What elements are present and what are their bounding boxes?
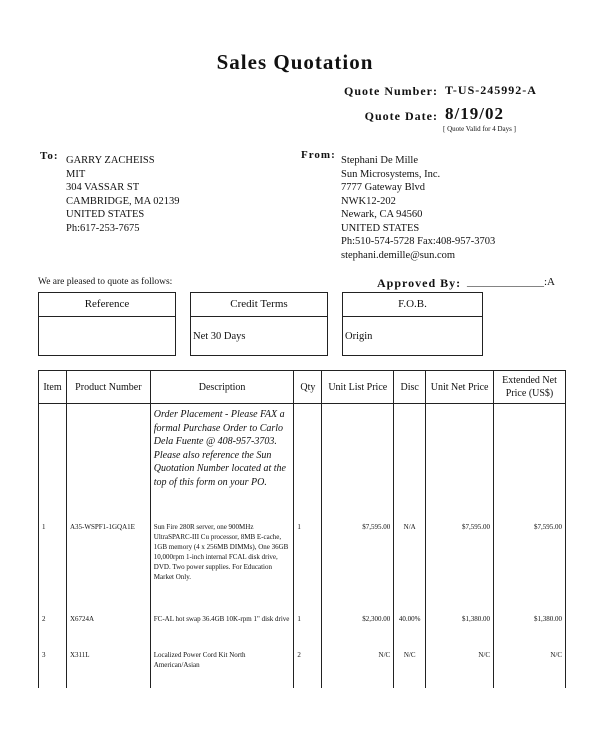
intro-text: We are pleased to quote as follows: bbox=[38, 277, 173, 287]
to-address bbox=[66, 154, 179, 235]
from-line: 7777 Gateway Blvd bbox=[341, 182, 425, 193]
quote-date: 8/19/02 bbox=[445, 104, 504, 123]
to-line: 304 VASSAR ST bbox=[66, 182, 140, 193]
row-product-number: A35-WSPF1-1GQA1E bbox=[66, 522, 150, 614]
row-unit-net-price: $1,380.00 bbox=[426, 614, 494, 650]
quote-number: T-US-245992-A bbox=[445, 83, 537, 97]
row-item: 1 bbox=[39, 522, 67, 614]
from-line: NWK12-202 bbox=[341, 195, 396, 207]
row-extended-net-price: N/C bbox=[494, 650, 566, 680]
quote-validity-note: [ Quote Valid for 4 Days ] bbox=[443, 125, 516, 133]
row-description: Sun Fire 280R server, one 900MHz UltraSPARC-III Cu processor, 8MB E-cache, 1GB memory (4 x 256MB DIMMs), One 36GB 10,000rpm 1-inch internal FCAL disk drive, DVD. Two power supplies. For Education Market Only. bbox=[150, 522, 294, 614]
row-description: FC-AL hot swap 36.4GB 10K-rpm 1" disk drive bbox=[150, 614, 294, 650]
row-disc: N/A bbox=[394, 522, 426, 614]
row-disc: N/C bbox=[394, 650, 426, 680]
row-extended-net-price: $1,380.00 bbox=[494, 614, 566, 650]
row-unit-net-price: N/C bbox=[426, 650, 494, 680]
fob-box bbox=[342, 292, 483, 356]
to-line: Ph:617-253-7675 bbox=[66, 222, 140, 234]
reference-box bbox=[38, 292, 176, 356]
from-address bbox=[341, 154, 495, 262]
from-line: Ph:510-574-5728 Fax:408-957-3703 bbox=[341, 236, 496, 247]
to-line: GARRY ZACHEISS bbox=[66, 155, 155, 166]
from-line: Stephani De Mille bbox=[341, 155, 418, 166]
credit-terms-value: Net 30 Days bbox=[193, 331, 246, 342]
to-line: MIT bbox=[66, 168, 86, 180]
table-row bbox=[39, 614, 566, 650]
credit-terms-box bbox=[190, 292, 328, 356]
to-label: To: bbox=[40, 150, 59, 162]
credit-terms-header: Credit Terms bbox=[191, 293, 327, 317]
row-unit-net-price: $7,595.00 bbox=[426, 522, 494, 614]
approved-by-label: Approved By: bbox=[377, 276, 462, 290]
row-product-number: X311L bbox=[66, 650, 150, 680]
col-unit-list-price: Unit List Price bbox=[322, 371, 394, 404]
row-item: 2 bbox=[39, 614, 67, 650]
from-line: UNITED STATES bbox=[341, 222, 420, 234]
document-title: Sales Quotation bbox=[216, 50, 374, 74]
table-header-row bbox=[39, 371, 566, 404]
quote-number-label: Quote Number: bbox=[344, 84, 438, 98]
quote-date-label: Quote Date: bbox=[364, 109, 438, 123]
col-qty: Qty bbox=[294, 371, 322, 404]
from-label: From: bbox=[301, 149, 336, 161]
fob-value: Origin bbox=[345, 331, 373, 342]
row-qty: 1 bbox=[294, 522, 322, 614]
row-unit-list-price: N/C bbox=[322, 650, 394, 680]
row-qty: 1 bbox=[294, 614, 322, 650]
row-description: Localized Power Cord Kit North American/Asian bbox=[150, 650, 294, 680]
line-items-table bbox=[38, 370, 566, 688]
col-description: Description bbox=[150, 371, 294, 404]
table-row bbox=[39, 650, 566, 680]
col-item: Item bbox=[39, 371, 67, 404]
approved-by-line: ______________:A bbox=[467, 276, 555, 288]
col-product-number: Product Number bbox=[66, 371, 150, 404]
order-placement-note: Order Placement - Please FAX a formal Purchase Order to Carlo Dela Fuente @ 408-957-3703. Please also reference the Sun Quotation Number located at the top of this form on your PO. bbox=[150, 404, 294, 522]
row-unit-list-price: $7,595.00 bbox=[322, 522, 394, 614]
reference-header: Reference bbox=[39, 293, 175, 317]
from-line: Newark, CA 94560 bbox=[341, 209, 423, 220]
from-email: stephani.demille@sun.com bbox=[341, 249, 456, 261]
row-qty: 2 bbox=[294, 650, 322, 680]
row-extended-net-price: $7,595.00 bbox=[494, 522, 566, 614]
row-item: 3 bbox=[39, 650, 67, 680]
reference-value bbox=[39, 317, 175, 331]
table-row-filler bbox=[39, 680, 566, 688]
order-note-row bbox=[39, 404, 566, 522]
row-disc: 40.00% bbox=[394, 614, 426, 650]
row-unit-list-price: $2,300.00 bbox=[322, 614, 394, 650]
to-line: CAMBRIDGE, MA 02139 bbox=[66, 195, 180, 207]
row-product-number: X6724A bbox=[66, 614, 150, 650]
col-disc: Disc bbox=[394, 371, 426, 404]
table-row bbox=[39, 522, 566, 614]
col-unit-net-price: Unit Net Price bbox=[426, 371, 494, 404]
from-line: Sun Microsystems, Inc. bbox=[341, 168, 441, 180]
col-extended-net-price: Extended Net Price (US$) bbox=[494, 371, 566, 404]
to-line: UNITED STATES bbox=[66, 209, 145, 220]
fob-header: F.O.B. bbox=[343, 293, 482, 317]
